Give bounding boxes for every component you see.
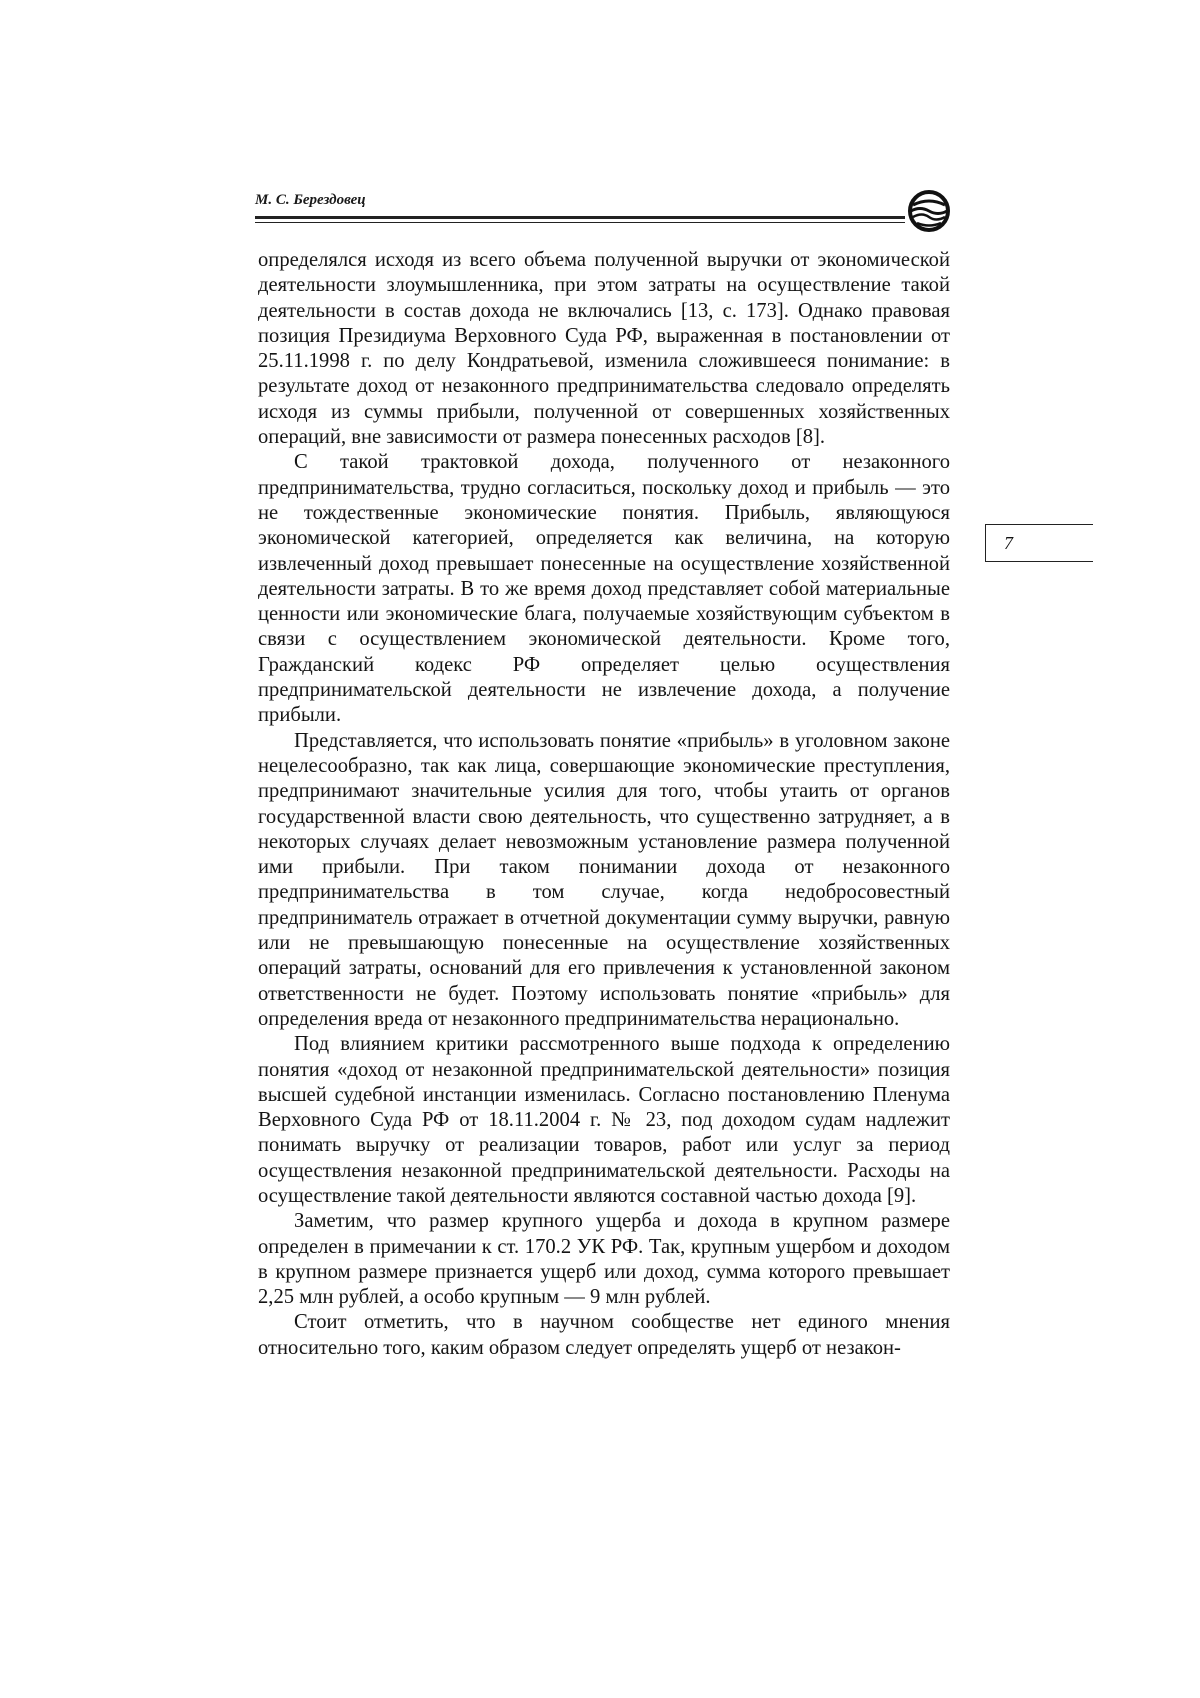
author-name: М. С. Берездовец [255,192,366,208]
paragraph-6: Стоит отметить, что в научном сообществе нет единого мнения относительно того, каким образом следует определять ущерб от незакон- [258,1311,950,1359]
paragraph-1: определялся исходя из всего объема полученной выручки от экономической деятельности злоумышленника, при этом затраты на осуществление такой деятельности в состав дохода не включались [13, с. 173]. Однако правовая позиция Президиума Верховного Суда РФ, выраженная в постановлении от 25.11.1998 г. по делу Кондратьевой, изменила сложившееся понимание: в результате доход от незаконного предпринимательства следовало определять исходя из суммы прибыли, полученной от совершенных хозяйственных операций, вне зависимости от размера понесенных расходов [8]. [258,249,950,449]
header-rule-thick [255,216,905,219]
paragraph-2: С такой трактовкой дохода, полученного от незаконного предпринимательства, трудно согласиться, поскольку доход и прибыль — это не тождественные экономические понятия. Прибыль, являющуюся экономической категорией, определяется как величина, на которую извлеченный доход превышает понесенные на осуществление хозяйственной деятельности затраты. В то же время доход представляет собой материальные ценности или экономические блага, получаемые хозяйствующим субъектом в связи с осуществлением экономической деятельности. Кроме того, Гражданский кодекс РФ определяет целью осуществления предпринимательской деятельности не извлечение дохода, а получение прибыли. [258,451,950,727]
publisher-logo-icon [906,188,952,234]
running-header [255,188,945,228]
article-body [258,248,950,1361]
paragraph-5: Заметим, что размер крупного ущерба и дохода в крупном размере определен в примечании к ст. 170.2 УК РФ. Так, крупным ущербом и доходом в крупном размере признается ущерб или доход, сумма которого превышает 2,25 млн рублей, а особо крупным — 9 млн рублей. [258,1210,950,1309]
header-rule-thin [255,222,905,223]
paragraph-3: Представляется, что использовать понятие «прибыль» в уголовном законе нецелесообразно, так как лица, совершающие экономические преступления, предпринимают значительные усилия для того, чтобы утаить от органов государственной власти свою деятельность, что существенно затрудняет, а в некоторых случаях делает невозможным установление размера полученной ими прибыли. При таком понимании дохода от незаконного предпринимательства в том случае, когда недобросовестный предприниматель отражает в отчетной документации сумму выручки, равную или не превышающую понесенные на осуществление хозяйственных операций затраты, оснований для его привлечения к установленной законом ответственности не будет. Поэтому использовать понятие «прибыль» для определения вреда от незаконного предпринимательства нерационально. [258,729,950,1030]
page-number: 7 [1004,533,1013,553]
paragraph-4: Под влиянием критики рассмотренного выше подхода к определению понятия «доход от незаконной предпринимательской деятельности» позиция высшей судебной инстанции изменилась. Согласно постановлению Пленума Верховного Суда РФ от 18.11.2004 г. № 23, под доходом судам надлежит понимать выручку от реализации товаров, работ или услуг за период осуществления незаконной предпринимательской деятельности. Расходы на осуществление такой деятельности являются составной частью дохода [9]. [258,1033,950,1207]
page-number-tab [985,524,1093,562]
